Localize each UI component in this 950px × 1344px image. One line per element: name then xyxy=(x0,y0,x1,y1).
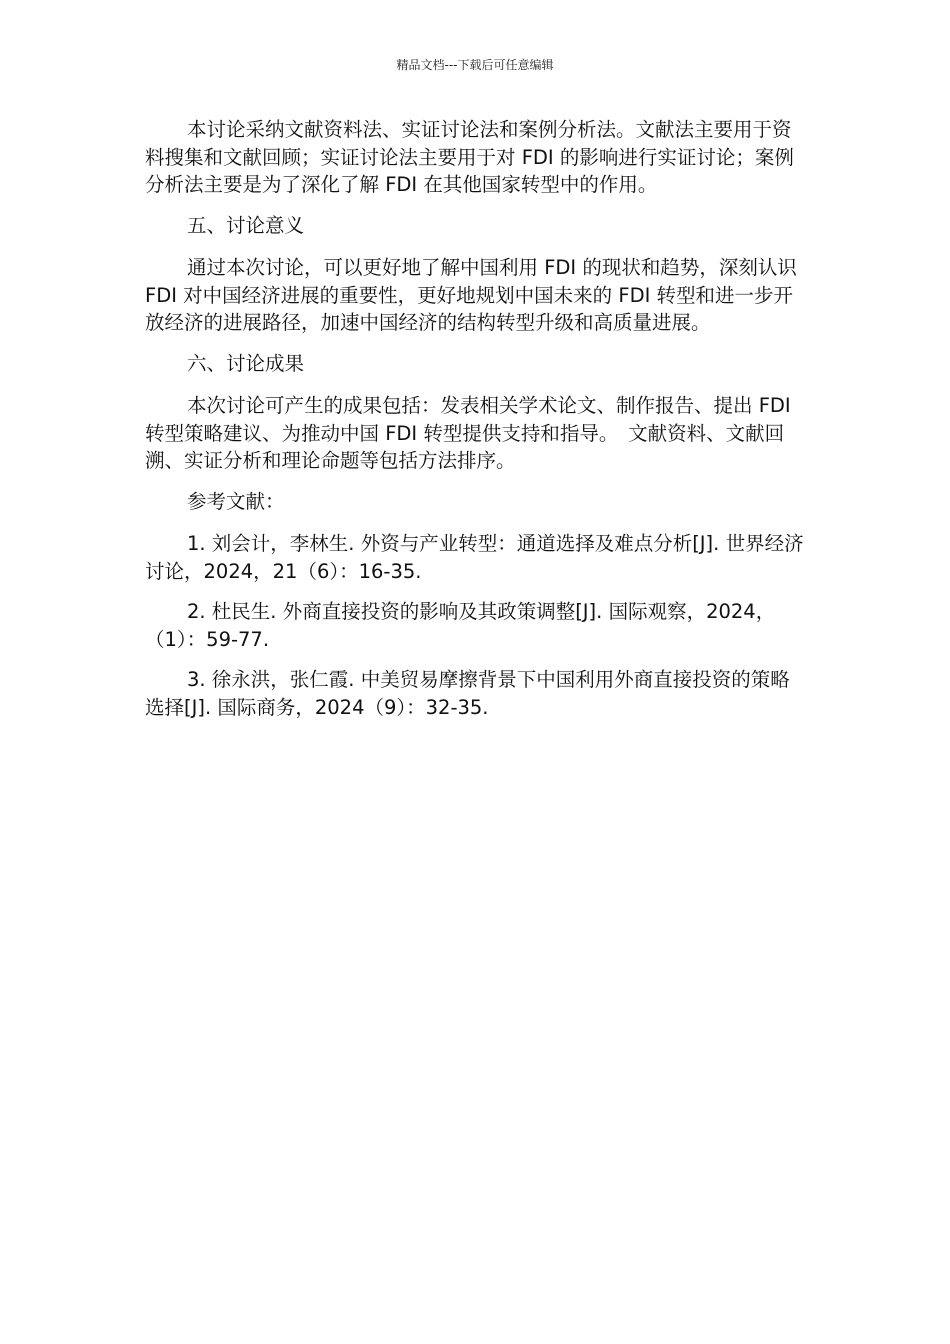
section-heading-significance: 五、讨论意义 xyxy=(187,213,305,237)
paragraph-outcomes: 本次讨论可产生的成果包括：发表相关学术论文、制作报告、提出 FDI 转型策略建议、为推动中国 FDI 转型提供支持和指导。 文献资料、文献回溯、实证分析和理论命题等包括方法排序。 xyxy=(145,394,791,472)
document-body xyxy=(145,116,807,734)
section-heading-outcomes: 六、讨论成果 xyxy=(187,351,305,375)
paragraph-methods: 本讨论采纳文献资料法、实证讨论法和案例分析法。文献法主要用于资料搜集和文献回顾；实证讨论法主要用于对 FDI 的影响进行实证讨论；案例分析法主要是为了深化了解 FDI 在其他国家转型中的作用。 xyxy=(145,118,794,196)
paragraph-significance: 通过本次讨论，可以更好地了解中国利用 FDI 的现状和趋势，深刻认识 FDI 对中国经济进展的重要性，更好地规划中国未来的 FDI 转型和进一步开放经济的进展路径，加速中国经济的结构转型升级和高质量进展。 xyxy=(145,256,797,334)
page-header: 精品文档---下载后可任意编辑 xyxy=(396,58,554,72)
references-title: 参考文献： xyxy=(187,489,285,513)
reference-item-3: 3. 徐永洪，张仁霞. 中美贸易摩擦背景下中国利用外商直接投资的策略选择[J]. 国际商务，2024（9）：32-35. xyxy=(145,668,790,719)
reference-item-1: 1. 刘会计，李林生. 外资与产业转型：通道选择及难点分析[J]. 世界经济讨论，2024，21（6）：16-35. xyxy=(145,532,804,583)
reference-item-2: 2. 杜民生. 外商直接投资的影响及其政策调整[J]. 国际观察，2024，（1）：59-77. xyxy=(145,600,776,651)
